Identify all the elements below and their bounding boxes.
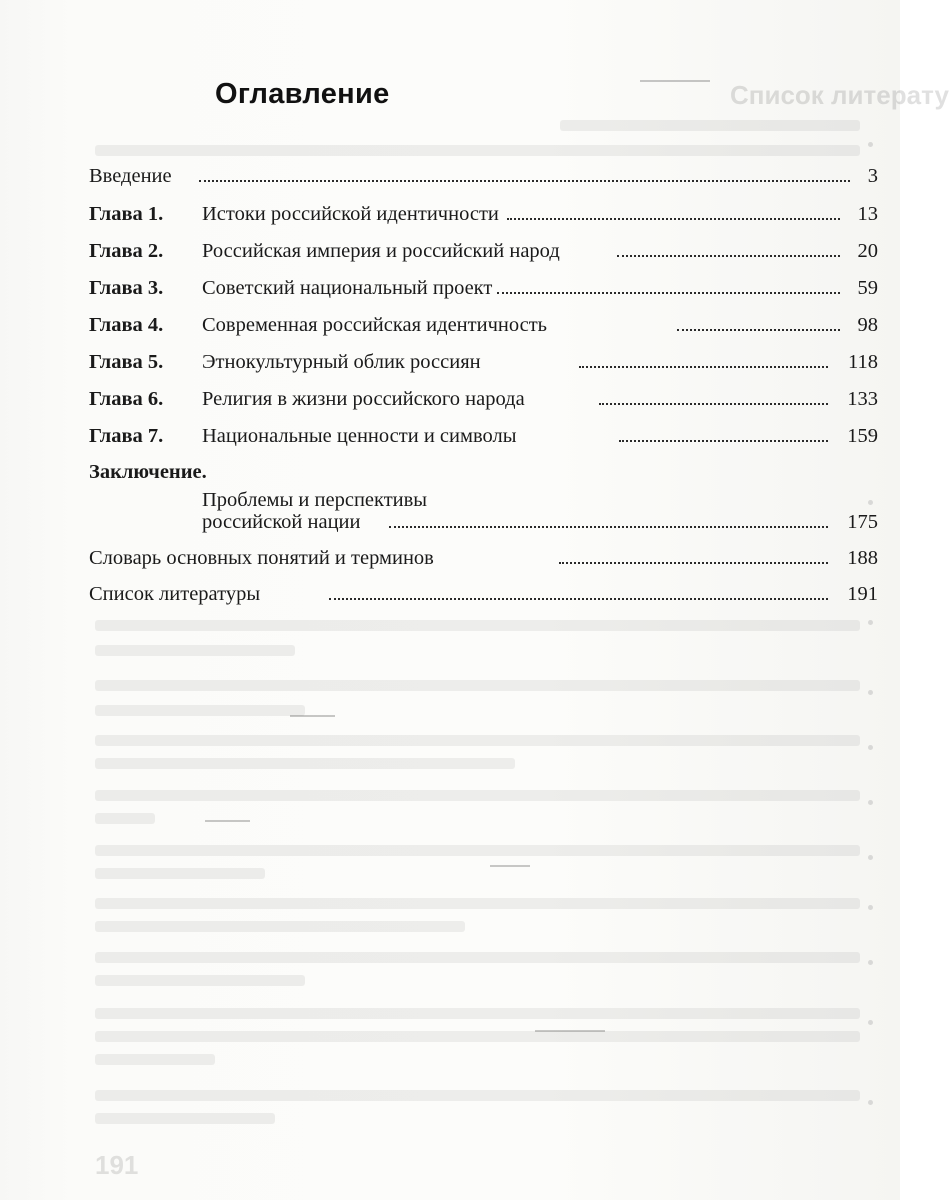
toc-entry-page: 98 bbox=[857, 314, 878, 336]
toc-entry-page: 3 bbox=[867, 165, 878, 187]
chapter-label: Глава 2. bbox=[89, 240, 164, 262]
toc-entry-chapter-2[interactable] bbox=[89, 238, 878, 264]
toc-entry-glossary[interactable] bbox=[89, 545, 878, 571]
chapter-label: Глава 4. bbox=[89, 314, 164, 336]
toc-entry-conclusion-line-2[interactable] bbox=[89, 509, 878, 535]
toc-entry-chapter-7[interactable] bbox=[89, 423, 878, 449]
toc-entry-chapter-4[interactable] bbox=[89, 312, 878, 338]
toc-heading: Оглавление bbox=[215, 78, 390, 110]
toc-entry-page: 188 bbox=[847, 547, 878, 569]
toc-entry-title: российской нации bbox=[202, 511, 361, 533]
dot-leader bbox=[619, 440, 828, 442]
toc-entry-title: Проблемы и перспективы bbox=[202, 489, 428, 511]
dot-leader bbox=[507, 218, 840, 220]
toc-entry-page: 13 bbox=[857, 203, 878, 225]
toc-entry-title: Национальные ценности и символы bbox=[202, 425, 517, 447]
show-through-heading: Список литерату bbox=[730, 80, 949, 110]
conclusion-label: Заключение. bbox=[89, 461, 207, 483]
toc-entry-title: Словарь основных понятий и терминов bbox=[89, 547, 434, 569]
chapter-label: Глава 7. bbox=[89, 425, 164, 447]
toc-entry-title: Российская империя и российский народ bbox=[202, 240, 560, 262]
chapter-label: Глава 5. bbox=[89, 351, 164, 373]
toc-entry-page: 159 bbox=[847, 425, 878, 447]
toc-entry-chapter-5[interactable] bbox=[89, 349, 878, 375]
dot-leader bbox=[579, 366, 828, 368]
toc-entry-title: Введение bbox=[89, 165, 172, 187]
toc-entry-title: Религия в жизни российского народа bbox=[202, 388, 525, 410]
dot-leader bbox=[497, 292, 840, 294]
toc-entry-page: 20 bbox=[857, 240, 878, 262]
toc-entry-page: 118 bbox=[848, 351, 878, 373]
chapter-label: Глава 6. bbox=[89, 388, 164, 410]
toc-entry-chapter-3[interactable] bbox=[89, 275, 878, 301]
toc-entry-page: 59 bbox=[857, 277, 878, 299]
toc-entry-bibliography[interactable] bbox=[89, 581, 878, 607]
chapter-label: Глава 3. bbox=[89, 277, 164, 299]
toc-entry-introduction[interactable] bbox=[89, 163, 878, 189]
dot-leader bbox=[389, 526, 828, 528]
toc-entry-title: Этнокультурный облик россиян bbox=[202, 351, 481, 373]
toc-entry-page: 191 bbox=[847, 583, 878, 605]
toc-entry-title: Современная российская идентичность bbox=[202, 314, 548, 336]
toc-entry-page: 133 bbox=[847, 388, 878, 410]
toc-entry-page: 175 bbox=[847, 511, 878, 533]
toc-entry-title: Советский национальный проект bbox=[202, 277, 493, 299]
dot-leader bbox=[677, 329, 840, 331]
toc-entry-title: Список литературы bbox=[89, 583, 261, 605]
dot-leader bbox=[617, 255, 840, 257]
dot-leader bbox=[559, 562, 828, 564]
toc-entry-chapter-6[interactable] bbox=[89, 386, 878, 412]
dot-leader bbox=[199, 180, 850, 182]
dot-leader bbox=[599, 403, 828, 405]
toc-entry-conclusion-label[interactable] bbox=[89, 459, 878, 485]
toc-entry-title: Истоки российской идентичности bbox=[202, 203, 499, 225]
show-through-page-number: 191 bbox=[95, 1150, 139, 1180]
dot-leader bbox=[329, 598, 828, 600]
chapter-label: Глава 1. bbox=[89, 203, 164, 225]
toc-entry-chapter-1[interactable] bbox=[89, 201, 878, 227]
